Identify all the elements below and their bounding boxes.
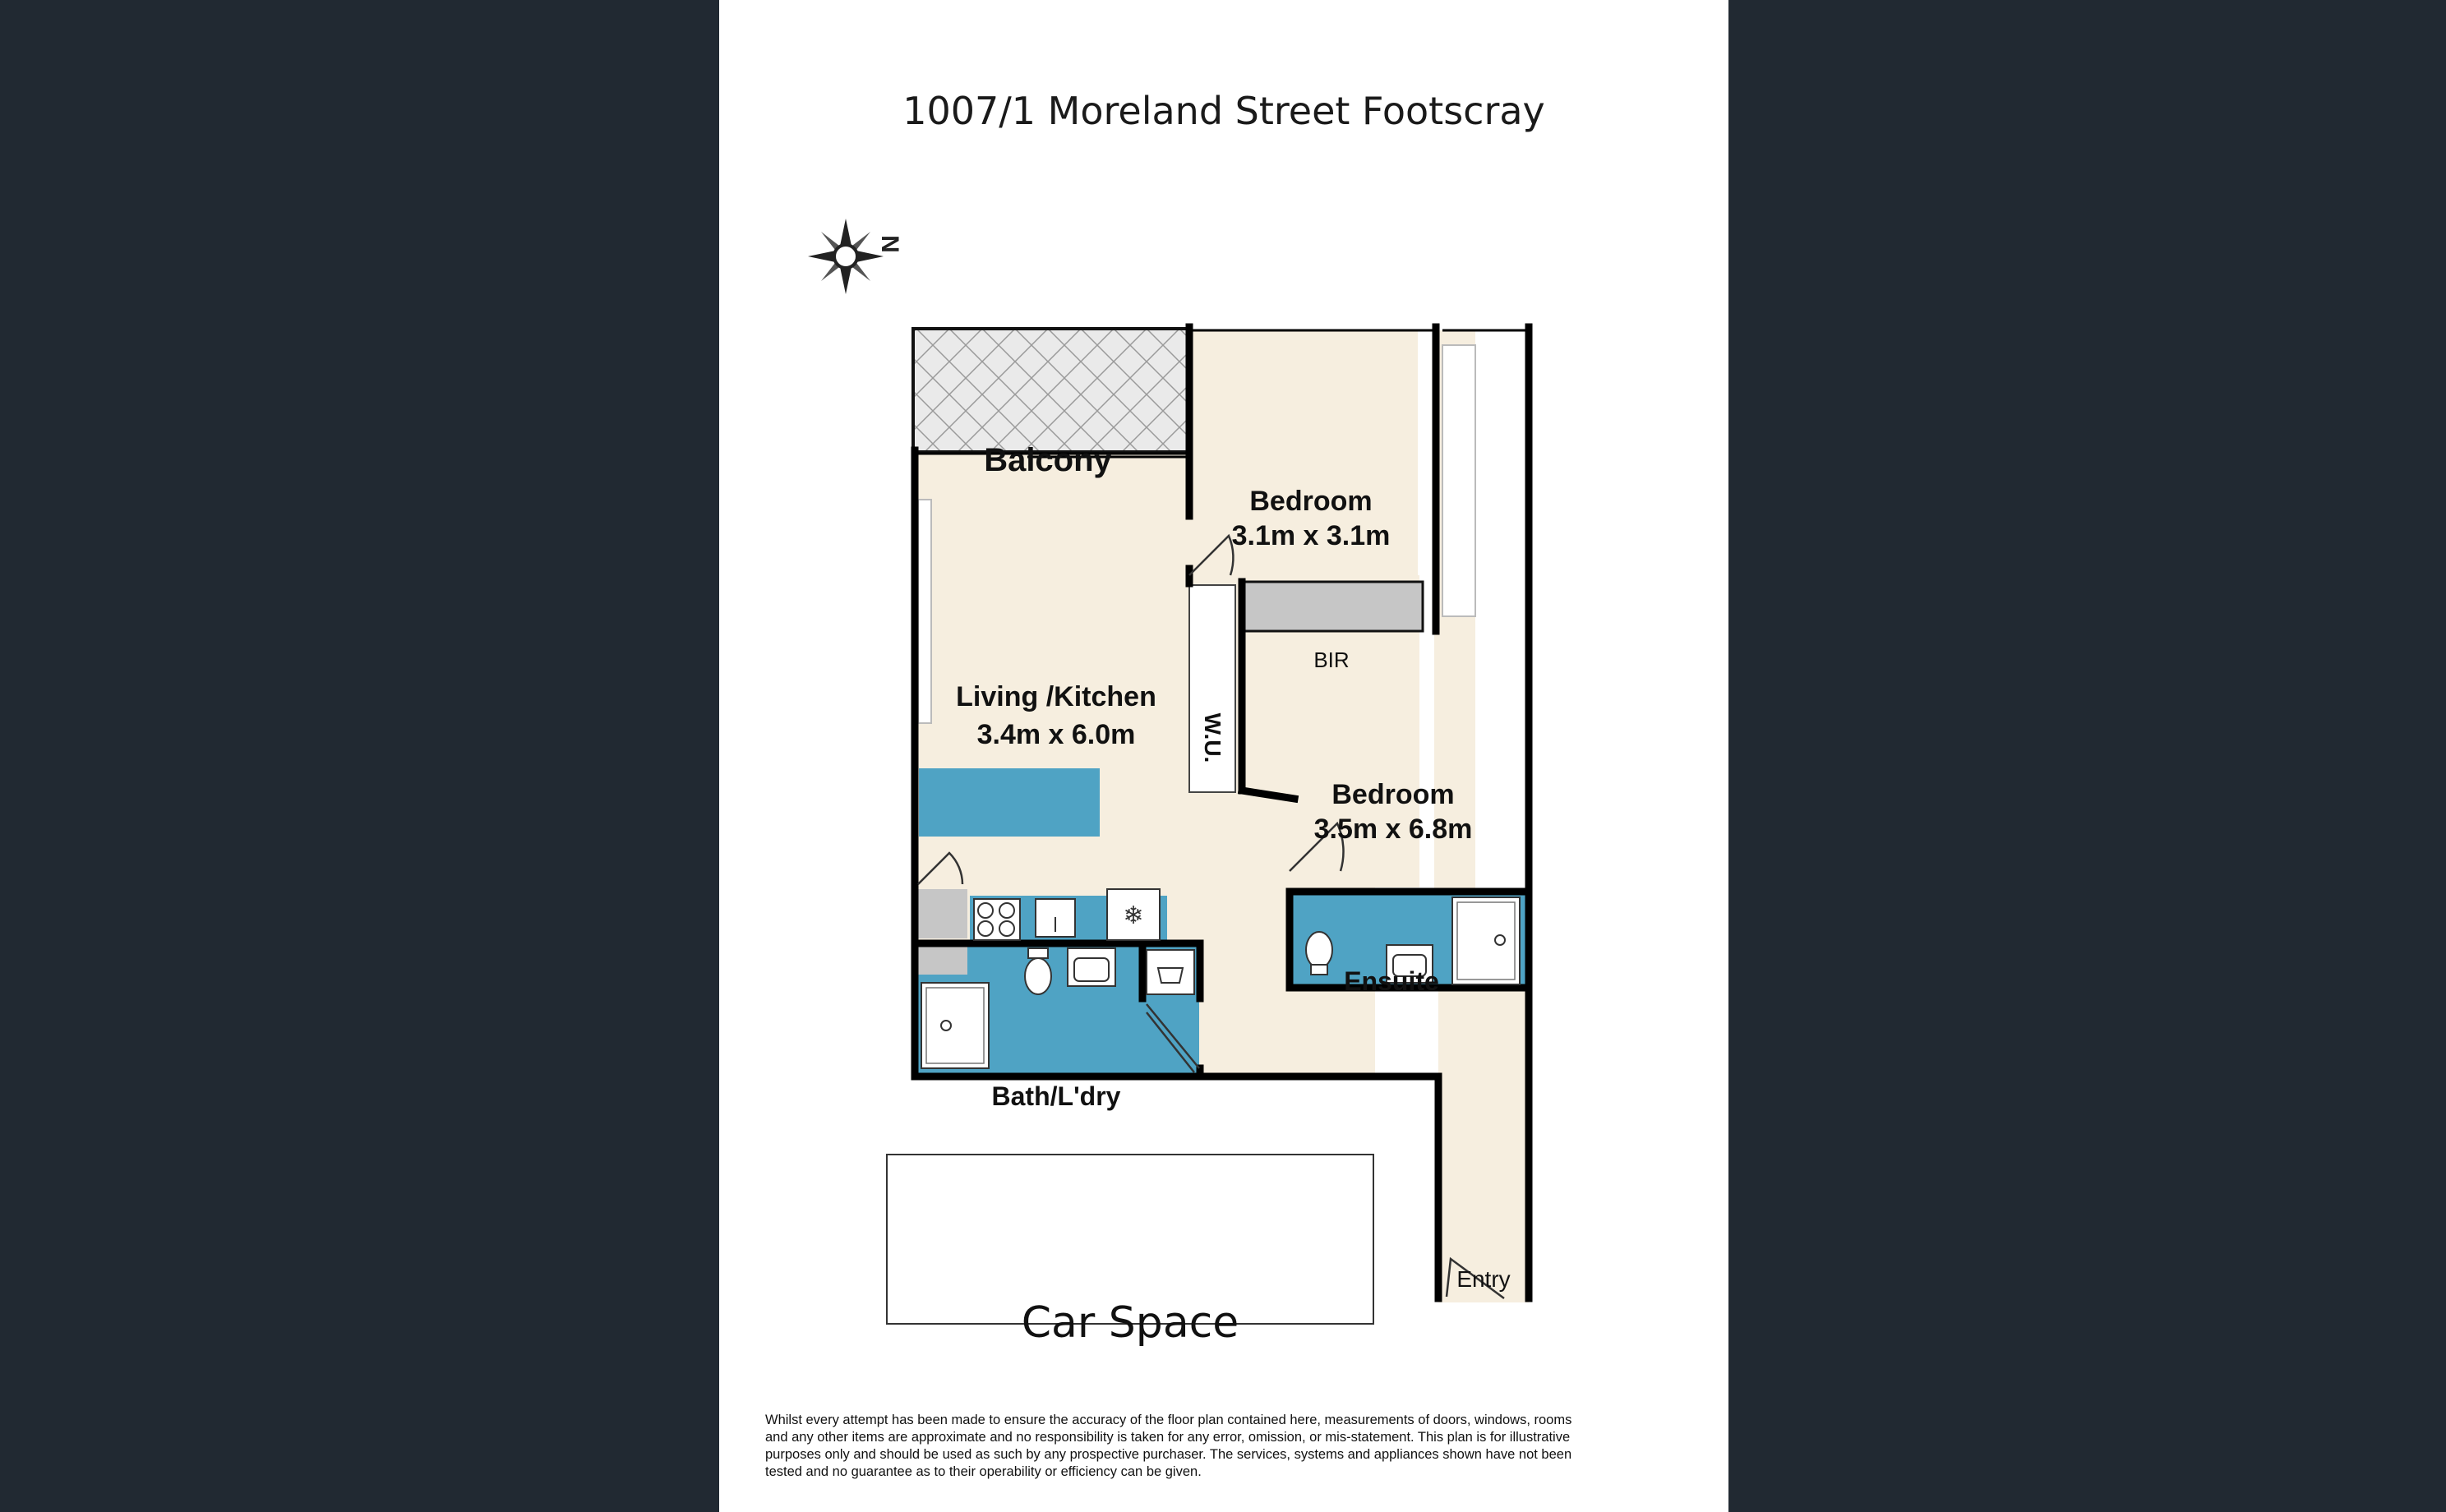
bedroom2-label: Bedroom 3.5m x 6.8m [1313, 779, 1473, 845]
entry-label: Entry [1456, 1266, 1511, 1292]
car-space-label: Car Space [1021, 1298, 1239, 1348]
bedroom1-label: Bedroom 3.1m x 3.1m [1231, 486, 1391, 551]
pantry-lower [918, 947, 967, 975]
page-title: 1007/1 Moreland Street Footscray [902, 89, 1545, 133]
disclaimer-text: Whilst every attempt has been made to ensure the accuracy of the floor plan contained here, measurements of doors, windows, rooms and any other items are approximate and no responsibility is taken for any error, omission, or mis-statement. This plan is for illustrative purposes only and should be used as such by any prospective purchaser. The services, systems and appliances shown have not been tested and no guarantee as to their operability or efficiency can be given. [765, 1413, 1572, 1479]
balcony-label: Balcony [984, 442, 1112, 478]
bath-laundry-label: Bath/L'dry [991, 1081, 1121, 1111]
floor-plan-sheet [719, 0, 1728, 1512]
svg-text:❄: ❄ [1123, 901, 1144, 930]
living-kitchen-label: Living /Kitchen 3.4m x 6.0m [956, 681, 1156, 750]
laundry-tub-icon [1147, 950, 1194, 994]
compass-rose-icon [808, 219, 884, 294]
cooktop-icon [974, 899, 1020, 940]
sink-icon [1036, 899, 1075, 937]
pantry [918, 889, 967, 938]
compass-north-letter: N [875, 235, 903, 253]
basin-icon [1068, 948, 1115, 986]
toilet-icon [1025, 948, 1051, 994]
wu-label: W.U. [1200, 712, 1225, 763]
fridge-icon [1107, 889, 1160, 940]
ensuite-label: Ensuite [1344, 966, 1439, 996]
bir-label: BIR [1313, 648, 1350, 672]
